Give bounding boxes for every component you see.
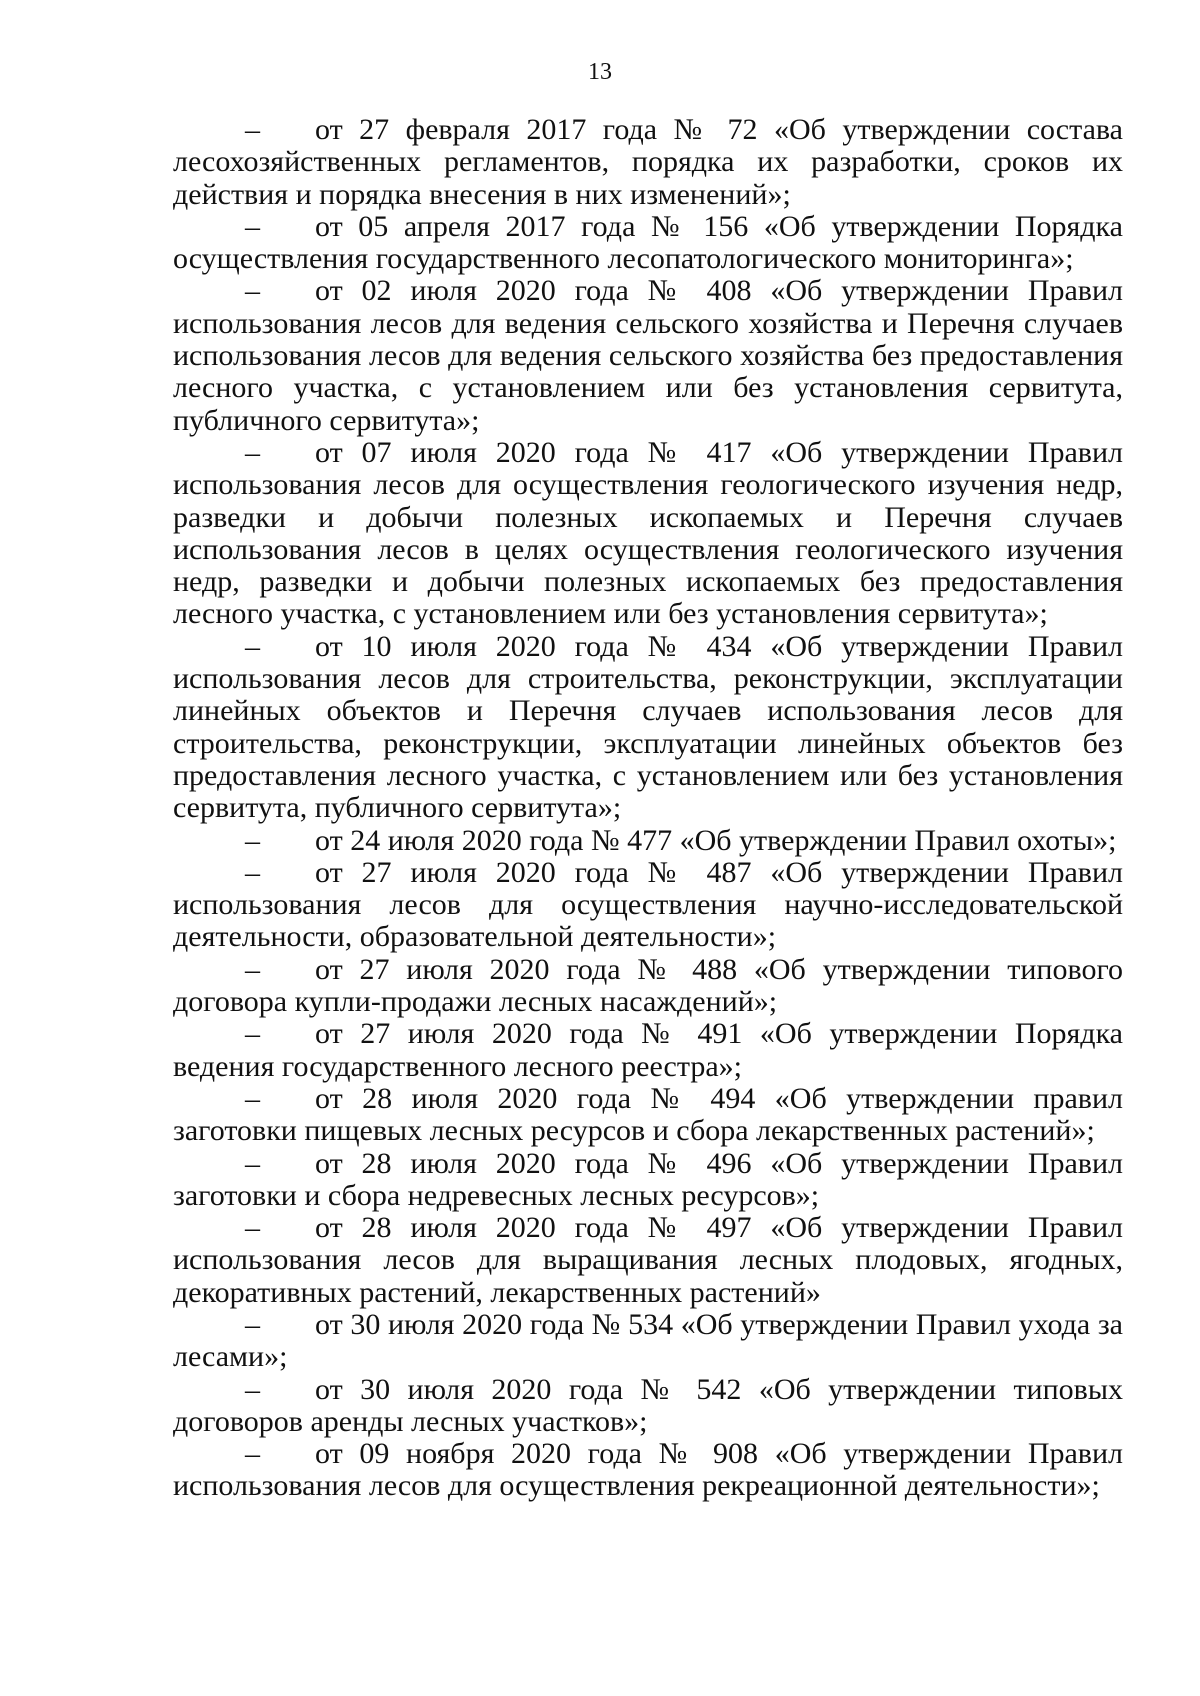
decree-list-item: [173, 1309, 1123, 1374]
page-number: 13: [588, 59, 612, 85]
decree-text: от 27 июля 2020 года № 487 «Об утверждении Правил использования лесов для осуществления научно-исследовательской деятельности, образовательной деятельности»;: [173, 855, 1123, 954]
list-dash: –: [245, 952, 260, 986]
decree-list-item: [173, 437, 1123, 631]
decree-text: от 30 июля 2020 года № 534 «Об утверждении Правил ухода за лесами»;: [173, 1307, 1123, 1374]
decree-text: от 07 июля 2020 года № 417 «Об утверждении Правил использования лесов для осуществления геологического изучения недр, разведки и добычи полезных ископаемых и Перечня случаев использования лесов в целях осуществления геологического изучения недр, разведки и добычи полезных ископаемых без предоставления лесного участка, с установлением или без установления сервитута»;: [173, 435, 1123, 631]
decree-list: [173, 114, 1123, 1503]
list-dash: –: [245, 855, 260, 889]
decree-text: от 28 июля 2020 года № 496 «Об утверждении Правил заготовки и сбора недревесных лесных ресурсов»;: [173, 1146, 1123, 1212]
list-dash: –: [245, 274, 260, 308]
list-dash: –: [245, 1307, 260, 1341]
decree-text: от 09 ноября 2020 года № 908 «Об утверждении Правил использования лесов для осуществления рекреационной деятельности»;: [173, 1437, 1123, 1503]
list-dash: –: [245, 1081, 260, 1115]
decree-text: от 27 июля 2020 года № 491 «Об утверждении Порядка ведения государственного лесного реестра»;: [173, 1017, 1123, 1083]
decree-text: от 10 июля 2020 года № 434 «Об утверждении Правил использования лесов для строительства, реконструкции, эксплуатации линейных объектов и Перечня случаев использования лесов для строительства, реконструкции, эксплуатации линейных объектов без предоставления лесного участка, с установлением или без установления сервитута, публичного сервитута»;: [173, 629, 1123, 825]
list-dash: –: [245, 1017, 260, 1051]
list-dash: –: [245, 1372, 260, 1406]
list-dash: –: [245, 1211, 260, 1245]
decree-list-item: [173, 1083, 1123, 1148]
decree-list-item: [173, 114, 1123, 211]
decree-list-item: [173, 1212, 1123, 1309]
decree-text: от 27 июля 2020 года № 488 «Об утверждении типового договора купли-продажи лесных насаждений»;: [173, 952, 1123, 1019]
decree-text: от 28 июля 2020 года № 497 «Об утверждении Правил использования лесов для выращивания лесных плодовых, ягодных, декоративных растений, лекарственных растений»: [173, 1211, 1123, 1309]
list-dash: –: [245, 1146, 260, 1180]
decree-list-item: [173, 825, 1123, 857]
list-dash: –: [245, 629, 260, 663]
decree-text: от 24 июля 2020 года № 477 «Об утверждении Правил охоты»;: [315, 823, 1117, 857]
decree-text: от 28 июля 2020 года № 494 «Об утверждении правил заготовки пищевых лесных ресурсов и сбора лекарственных растений»;: [173, 1081, 1123, 1148]
list-dash: –: [245, 209, 260, 243]
decree-list-item: [173, 954, 1123, 1019]
decree-list-item: [173, 1018, 1123, 1083]
decree-text: от 02 июля 2020 года № 408 «Об утверждении Правил использования лесов для ведения сельского хозяйства и Перечня случаев использования лесов для ведения сельского хозяйства без предоставления лесного участка, с установлением или без установления сервитута, публичного сервитута»;: [173, 274, 1123, 437]
decree-text: от 30 июля 2020 года № 542 «Об утверждении типовых договоров аренды лесных участков»;: [173, 1372, 1123, 1438]
decree-list-item: [173, 211, 1123, 276]
decree-list-item: [173, 1438, 1123, 1503]
list-dash: –: [245, 113, 260, 146]
list-dash: –: [245, 823, 260, 857]
decree-text: от 05 апреля 2017 года № 156 «Об утверждении Порядка осуществления государственного лесопатологического мониторинга»;: [173, 209, 1123, 276]
decree-list-item: [173, 275, 1123, 436]
decree-list-item: [173, 857, 1123, 954]
decree-text: от 27 февраля 2017 года № 72 «Об утверждении состава лесохозяйственных регламентов, порядка их разработки, сроков их действия и порядка внесения в них изменений»;: [173, 113, 1123, 211]
decree-list-item: [173, 1148, 1123, 1213]
list-dash: –: [245, 435, 260, 469]
decree-list-item: [173, 631, 1123, 825]
decree-list-item: [173, 1374, 1123, 1439]
list-dash: –: [245, 1437, 260, 1471]
